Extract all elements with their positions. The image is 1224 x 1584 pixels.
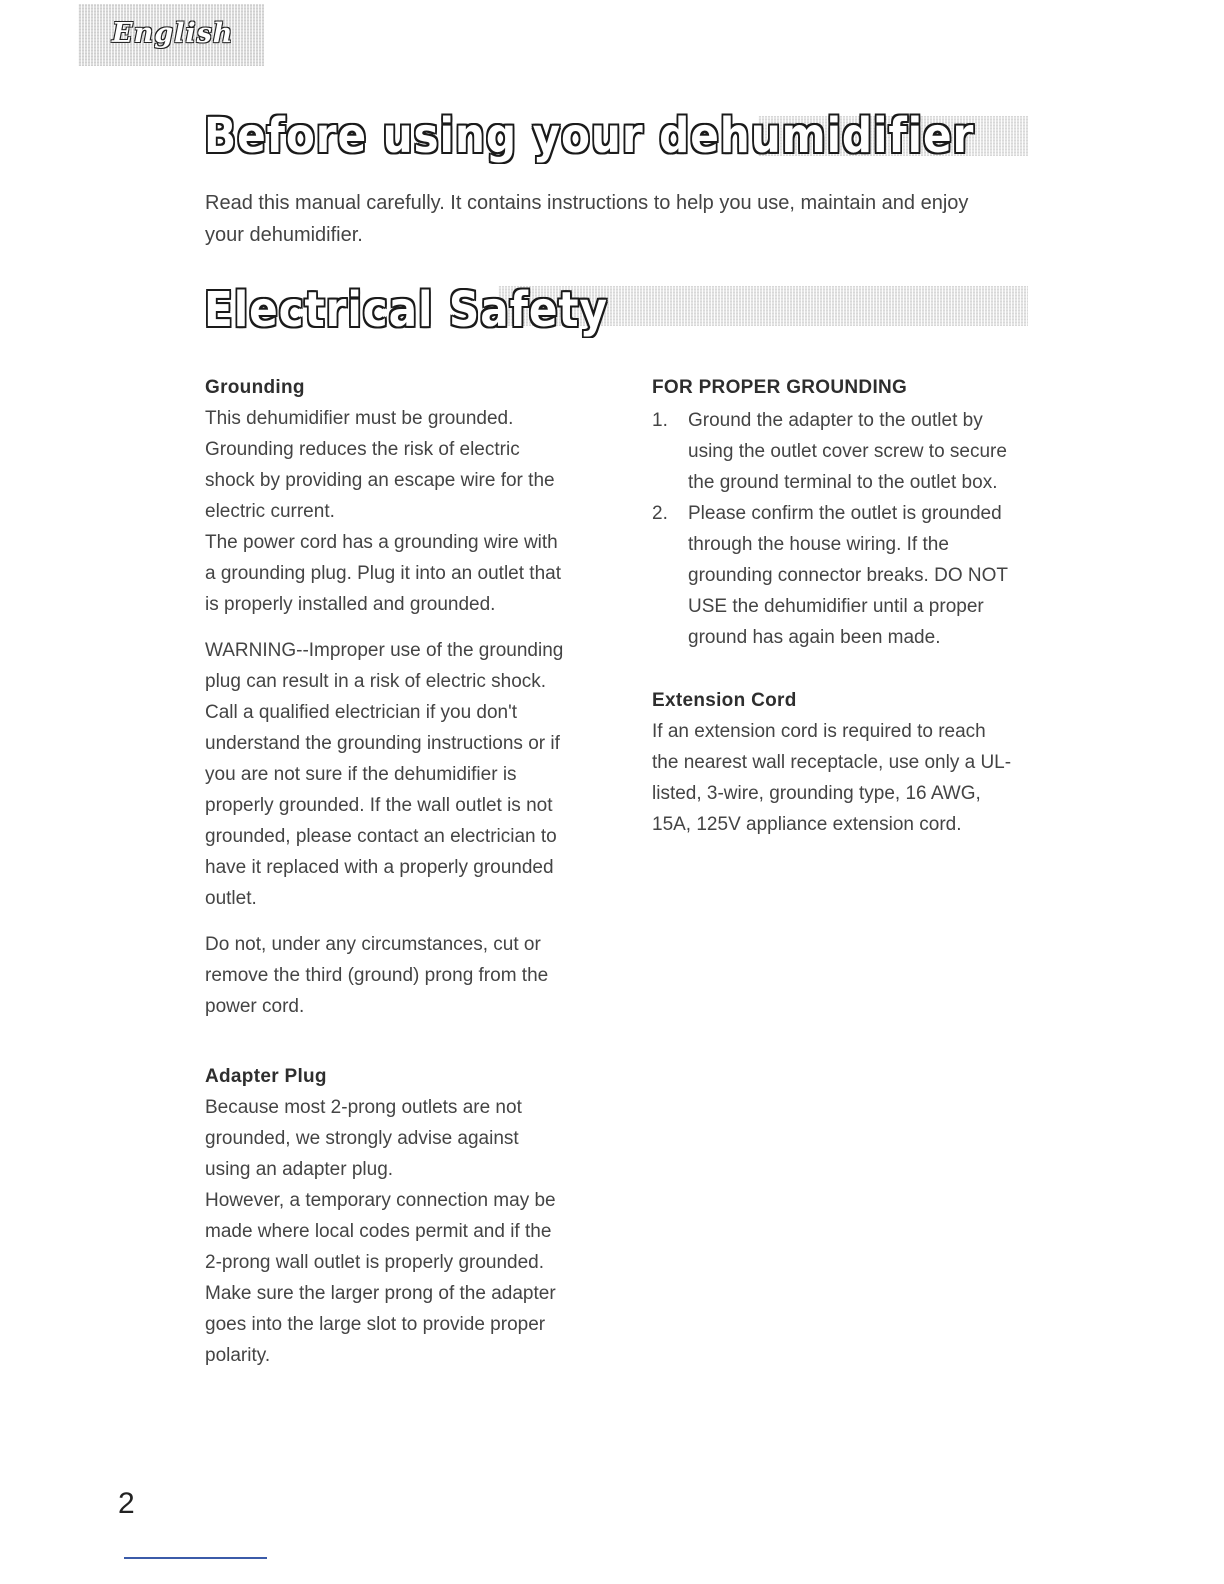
step-number: 1.	[652, 410, 668, 431]
title-banner	[198, 106, 1028, 170]
left-column	[205, 373, 565, 1371]
adapter-paragraph-1: Because most 2-prong outlets are not grounded, we strongly advise against using an adapter plug.	[205, 1097, 522, 1180]
grounding-heading: Grounding	[205, 377, 305, 398]
step-text: Ground the adapter to the outlet by using the outlet cover screw to secure the ground terminal to the outlet box.	[688, 410, 1007, 493]
language-tab	[78, 4, 264, 66]
right-column	[652, 373, 1017, 840]
extension-cord-heading: Extension Cord	[652, 690, 797, 711]
adapter-paragraph-2: However, a temporary connection may be made where local codes permit and if the 2-prong wall outlet is properly grounded. Make sure the larger prong of the adapter goes into the large slot to provide proper polarity.	[205, 1190, 556, 1366]
section-banner	[198, 282, 1028, 350]
grounding-paragraph-1: This dehumidifier must be grounded. Grounding reduces the risk of electric shock by providing an escape wire for the electric current.	[205, 408, 555, 522]
intro-paragraph: Read this manual carefully. It contains instructions to help you use, maintain and enjoy your dehumidifier.	[205, 192, 969, 246]
proper-grounding-heading: FOR PROPER GROUNDING	[652, 377, 908, 398]
language-label: English	[112, 18, 234, 49]
extension-cord-paragraph: If an extension cord is required to reach the nearest wall receptacle, use only a UL-listed, 3-wire, grounding type, 16 AWG, 15A, 125V appliance extension cord.	[652, 721, 1012, 835]
warning-paragraph: WARNING--Improper use of the grounding plug can result in a risk of electric shock. Call a qualified electrician if you don't understand the grounding instructions or if you are not sure if the dehumidifier is properly grounded. If the wall outlet is not grounded, please contact an electrician to have it replaced with a properly grounded outlet.	[205, 640, 564, 909]
page-number: 2	[118, 1487, 135, 1520]
section-title: Electrical Safety	[204, 282, 608, 338]
page-title: Before using your dehumidifier	[204, 108, 975, 164]
step-text: Please confirm the outlet is grounded through the house wiring. If the grounding connector breaks. DO NOT USE the dehumidifier until a proper ground has again been made.	[688, 503, 1008, 648]
step-number: 2.	[652, 503, 668, 524]
list-item	[652, 405, 1017, 498]
adapter-plug-heading: Adapter Plug	[205, 1066, 327, 1087]
grounding-steps-list	[652, 405, 1017, 653]
grounding-paragraph-2: The power cord has a grounding wire with a grounding plug. Plug it into an outlet that is properly installed and grounded.	[205, 532, 561, 615]
prong-paragraph: Do not, under any circumstances, cut or remove the third (ground) prong from the power cord.	[205, 934, 549, 1017]
list-item	[652, 498, 1017, 653]
footer-divider	[124, 1557, 267, 1559]
